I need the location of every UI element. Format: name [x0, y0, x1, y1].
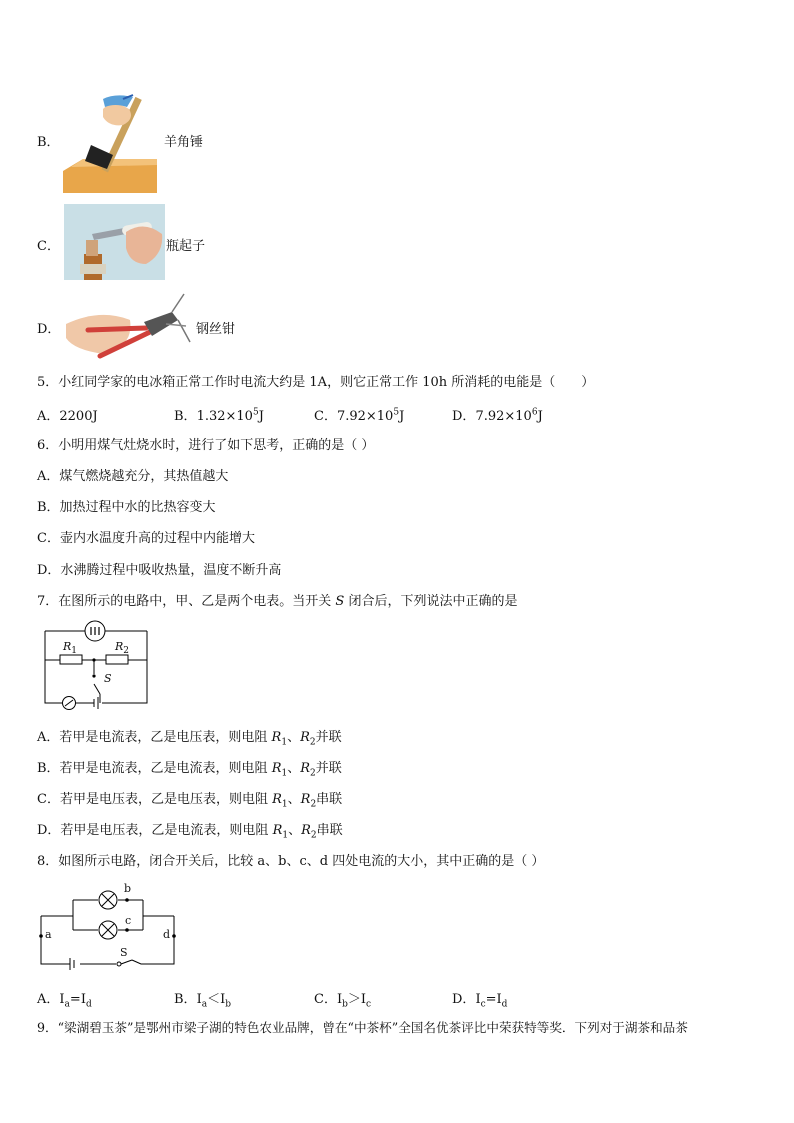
pliers-picture: [60, 290, 194, 366]
question-9-stem: 9．“梁湖碧玉茶”是鄂州市梁子湖的特色农业品牌，曾在“中茶杯”全国名优茶评比中荣获特等奖．下列对于湖茶和品茶: [37, 1020, 688, 1035]
question-7-circuit: [42, 618, 152, 714]
label-b: b: [124, 882, 132, 895]
q5-choice-a: A．2200J: [37, 409, 98, 424]
label-r2: $R_2$: [115, 640, 130, 657]
q6-choice-d: D．水沸腾过程中吸收热量，温度不断升高: [37, 563, 282, 578]
q7-choice-b: B．若甲是电流表，乙是电流表，则电阻 $R_1$、$R_2$并联: [37, 761, 342, 779]
question-8-choices: [37, 988, 757, 1010]
question-8-stem: 8．如图所示电路，闭合开关后，比较 a、b、c、d 四处电流的大小，其中正确的是（ ）: [37, 854, 545, 869]
q8-choice-b: B．$I_a<I_b$: [174, 992, 231, 1010]
q6-choice-b: B．加热过程中水的比热容变大: [37, 500, 216, 515]
q7-choice-c: C．若甲是电压表，乙是电压表，则电阻 $R_1$、$R_2$串联: [37, 792, 343, 810]
q5-choice-c: C．$7.92\times 10^5J$: [314, 407, 405, 424]
label-s: S: [120, 946, 128, 959]
option-d-label: D．: [37, 322, 61, 337]
option-c-caption: 瓶起子: [166, 239, 206, 254]
claw-hammer-picture: [63, 93, 163, 193]
q7-choice-a: A．若甲是电流表，乙是电压表，则电阻 $R_1$、$R_2$并联: [37, 730, 342, 748]
question-5-stem: 5．小红同学家的电冰箱正常工作时电流大约是 1A，则它正常工作 10h 所消耗的电能是（ ）: [37, 375, 595, 390]
question-8-circuit: [38, 880, 182, 972]
q8-choice-a: A．$I_a=I_d$: [37, 992, 92, 1010]
q7-choice-d: D．若甲是电压表，乙是电流表，则电阻 $R_1$、$R_2$串联: [37, 823, 343, 841]
option-c-label: C．: [37, 239, 60, 254]
label-switch-s: S: [104, 672, 112, 685]
q6-choice-a: A．煤气燃烧越充分，其热值越大: [37, 469, 229, 484]
label-r1: $R_1$: [63, 640, 78, 657]
option-b-label: B．: [37, 135, 60, 150]
q8-choice-c: C．$I_b>I_c$: [314, 992, 372, 1010]
q8-choice-d: D．$I_c=I_d$: [452, 992, 508, 1010]
q6-choice-c: C．壶内水温度升高的过程中内能增大: [37, 531, 255, 546]
q5-choice-d: D．$7.92\times 10^6J$: [452, 407, 543, 424]
question-5-choices: [37, 405, 757, 423]
q5-choice-b: B．$1.32\times 10^5J$: [174, 407, 264, 424]
label-d: d: [163, 928, 171, 941]
label-c: c: [125, 914, 132, 927]
question-7-stem: 7．在图所示的电路中，甲、乙是两个电表。当开关 S 闭合后，下列说法中正确的是: [37, 594, 518, 609]
label-a: a: [45, 928, 52, 941]
option-b-caption: 羊角锤: [164, 135, 204, 150]
option-d-caption: 钢丝钳: [196, 322, 236, 337]
question-6-stem: 6．小明用煤气灶烧水时，进行了如下思考，正确的是（ ）: [37, 438, 375, 453]
bottle-opener-picture: [64, 204, 165, 280]
